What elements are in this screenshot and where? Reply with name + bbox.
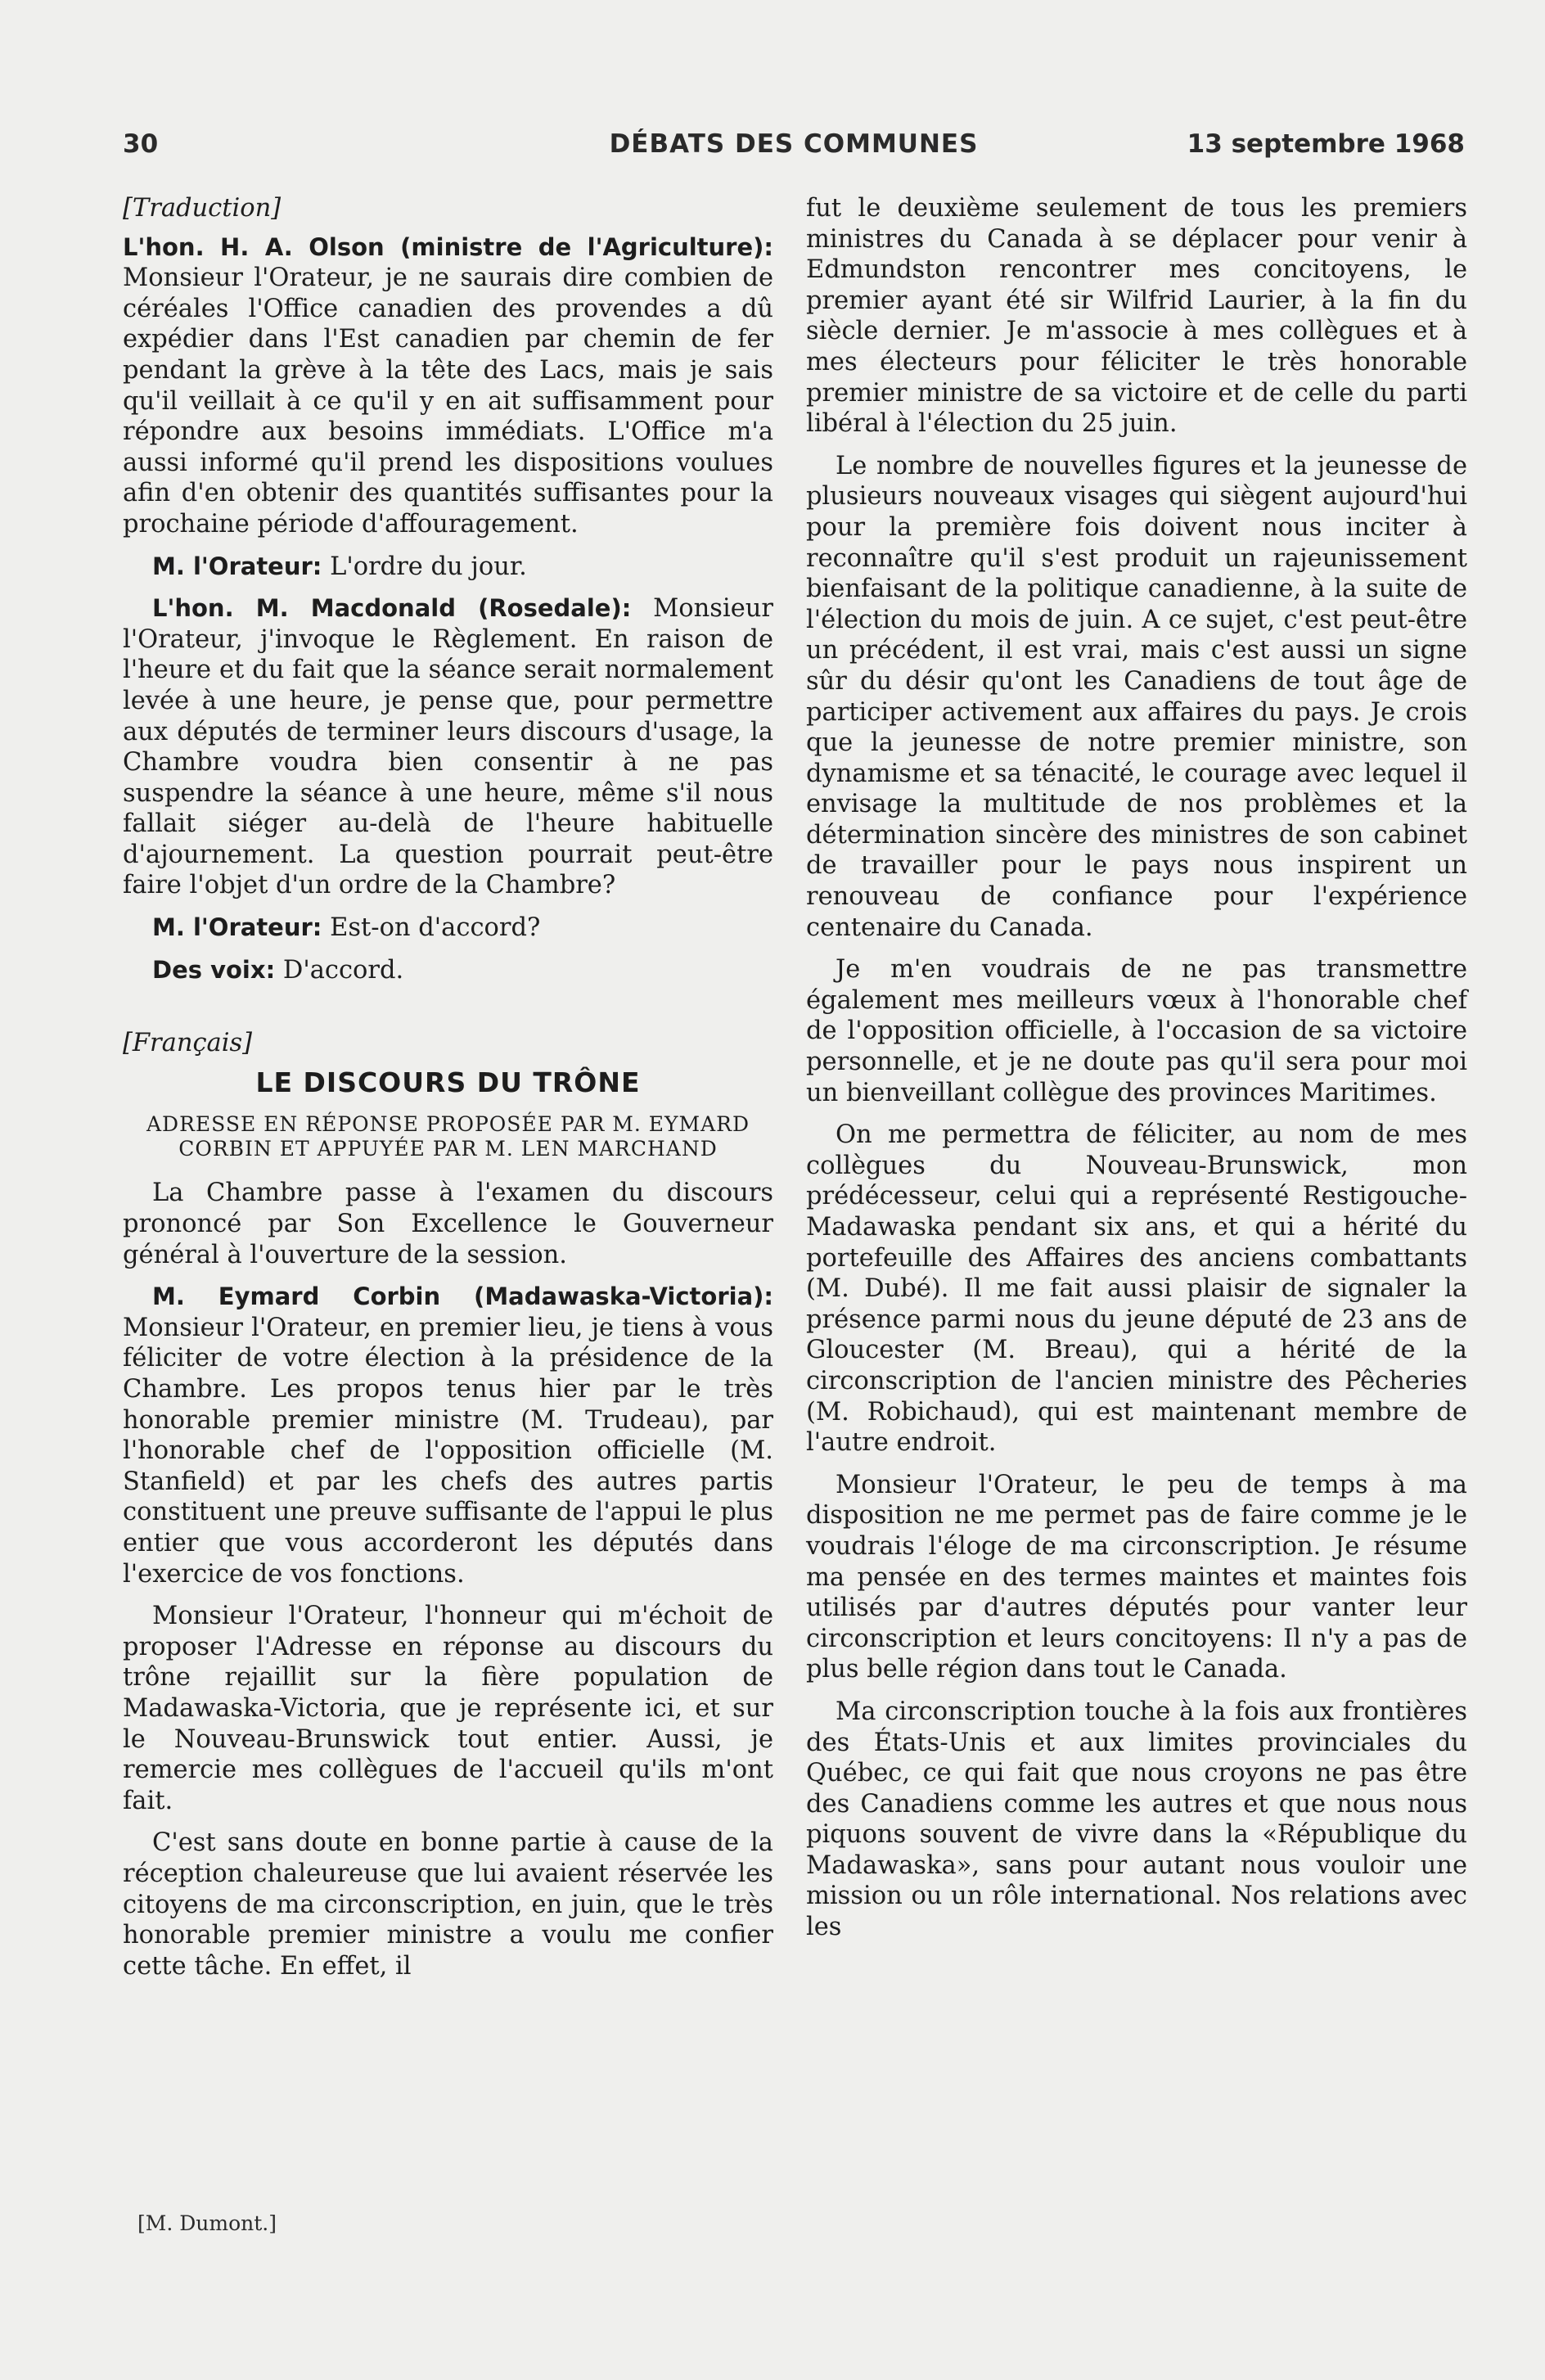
footer-attribution: [M. Dumont.]: [137, 2211, 277, 2235]
speaker-name: M. l'Orateur:: [152, 552, 322, 580]
speech-text: L'ordre du jour.: [322, 552, 527, 581]
translation-tag: [Traduction]: [123, 194, 282, 223]
paragraph-honneur: Monsieur l'Orateur, l'honneur qui m'échoit de proposer l'Adresse en réponse au discours du trône rejaillit sur la fière population de Madawaska-Victoria, que je représente ici, et sur le Nouveau-Brunswick tout entier. Aussi, je remercie mes collègues de l'accueil qu'ils m'ont fait.: [123, 1602, 773, 1815]
speaker-name: Des voix:: [152, 955, 276, 984]
paragraph-corbin: [123, 1282, 773, 1589]
publication-title: DÉBATS DES COMMUNES: [609, 129, 979, 159]
paragraph-figures: Le nombre de nouvelles figures et la jeunesse de plusieurs nouveaux visages qui siègent aujourd'hui pour la première fois doivent nous inciter à reconnaître qu'il s'est produit un rajeunissement bienfaisant de la politique canadienne, à la suite de l'élection du mois de juin. A ce sujet, c'est peut-être un précédent, il est vrai, mais c'est aussi un signe sûr du désir qu'ont les Canadiens de tout âge de participer activement aux affaires du pays. Je crois que la jeunesse de notre premier ministre, son dynamisme et sa ténacité, le courage avec lequel il envisage la multitude de nos problèmes et la détermination sincère des ministres de son cabinet de travailler pour le pays nous inspirent un renouveau de confiance pour l'expérience centenaire du Canada.: [806, 451, 1467, 942]
paragraph-eloge: Monsieur l'Orateur, le peu de temps à ma disposition ne me permet pas de faire comme je le voudrais l'éloge de ma circonscription. Je résume ma pensée en des termes maintes et maintes fois utilisés par d'autres députés pour vanter leur circonscription et leurs concitoyens: Il n'y a pas de plus belle région dans tout le Canada.: [806, 1470, 1467, 1684]
speech-text: Monsieur l'Orateur, je ne saurais dire combien de céréales l'Office canadien des provendes a dû expédier dans l'Est canadien par chemin de fer pendant la grève à la tête des Lacs, mais je sais qu'il veillait à ce qu'il y en ait suffisamment pour répondre aux besoins immédiats. L'Office m'a aussi informé qu'il prend les dispositions voulues afin d'en obtenir des quantités suffisantes pour la prochaine période d'affouragement.: [123, 264, 773, 539]
section-title: LE DISCOURS DU TRÔNE: [255, 1066, 641, 1098]
paragraph-macdonald: [123, 593, 773, 901]
paragraph-feliciter: On me permettra de féliciter, au nom de mes collègues du Nouveau-Brunswick, mon prédécesseur, celui qui a représenté Restigouche-Madawaska pendant six ans, et qui a hérité du portefeuille des Affaires des anciens combattants (M. Dubé). Il me fait aussi plaisir de signaler la présence parmi nous du jeune député de 23 ans de Gloucester (M. Breau), qui a hérité de la circonscription de l'ancien ministre des Pêcheries (M. Robichaud), qui est maintenant membre de l'autre endroit.: [806, 1120, 1467, 1458]
paragraph-continuation: fut le deuxième seulement de tous les premiers ministres du Canada à se déplacer pour venir à Edmundston rencontrer mes concitoyens, le premier ayant été sir Wilfrid Laurier, à la fin du siècle dernier. Je m'associe à mes collègues et à mes électeurs pour féliciter le très honorable premier ministre de sa victoire et de celle du parti libéral à l'élection du 25 juin.: [806, 194, 1467, 439]
page-header: [123, 129, 1465, 169]
left-column: [123, 193, 773, 1993]
speaker-name: L'hon. M. Macdonald (Rosedale):: [152, 594, 632, 623]
section-subheading: ADRESSE EN RÉPONSE PROPOSÉE PAR M. EYMARD CORBIN ET APPUYÉE PAR M. LEN MARCHAND: [146, 1112, 750, 1161]
paragraph-frontieres: Ma circonscription touche à la fois aux frontières des États-Unis et aux limites provinciales du Québec, ce qui fait que nous croyons ne pas être des Canadiens comme les autres et que nous nous piquons souvent de vivre dans la «République du Madawaska», sans pour autant nous vouloir une mission ou un rôle international. Nos relations avec les: [806, 1697, 1467, 1942]
paragraph-chambre: La Chambre passe à l'examen du discours prononcé par Son Excellence le Gouverneur général à l'ouverture de la session.: [123, 1179, 773, 1269]
paragraph-des-voix: [123, 955, 773, 986]
paragraph-orateur-1: [123, 552, 773, 583]
speaker-name: M. l'Orateur:: [152, 913, 322, 942]
speech-text: D'accord.: [275, 955, 404, 985]
speech-text: Est-on d'accord?: [322, 913, 541, 943]
paragraph-olson: [123, 232, 773, 540]
paragraph-orateur-2: [123, 913, 773, 944]
speaker-name: M. Eymard Corbin (Madawaska-Victoria):: [152, 1282, 773, 1311]
page-number: 30: [123, 129, 159, 159]
speaker-name: L'hon. H. A. Olson (ministre de l'Agriculture):: [123, 232, 773, 261]
speech-text: Monsieur l'Orateur, j'invoque le Règlement. En raison de l'heure et du fait que la séance serait normalement levée à une heure, je pense que, pour permettre aux députés de terminer leurs discours d'usage, la Chambre voudra bien consentir à ne pas suspendre la séance à une heure, même s'il nous fallait siéger au-delà de l'heure habituelle d'ajournement. La question pourrait peut-être faire l'objet d'un ordre de la Chambre?: [123, 594, 773, 900]
paragraph-voeux: Je m'en voudrais de ne pas transmettre également mes meilleurs vœux à l'honorable chef de l'opposition officielle, à l'occasion de sa victoire personnelle, et je ne doute pas qu'il sera pour moi un bienveillant collègue des provinces Maritimes.: [806, 955, 1467, 1107]
speech-text: Monsieur l'Orateur, en premier lieu, je tiens à vous féliciter de votre élection à la présidence de la Chambre. Les propos tenus hier par le très honorable premier ministre (M. Trudeau), par l'honorable chef de l'opposition officielle (M. Stanfield) et par les chefs des autres partis constituent une preuve suffisante de l'appui le plus entier que vous accorderont les députés dans l'exercice de vos fonctions.: [123, 1313, 773, 1589]
french-tag: [Français]: [123, 1029, 253, 1058]
right-column: [806, 193, 1467, 1954]
page-date: 13 septembre 1968: [1187, 129, 1465, 159]
paragraph-reception: C'est sans doute en bonne partie à cause de la réception chaleureuse que lui avaient réservée les citoyens de ma circonscription, en juin, que le très honorable premier ministre a voulu me confier cette tâche. En effet, il: [123, 1828, 773, 1981]
